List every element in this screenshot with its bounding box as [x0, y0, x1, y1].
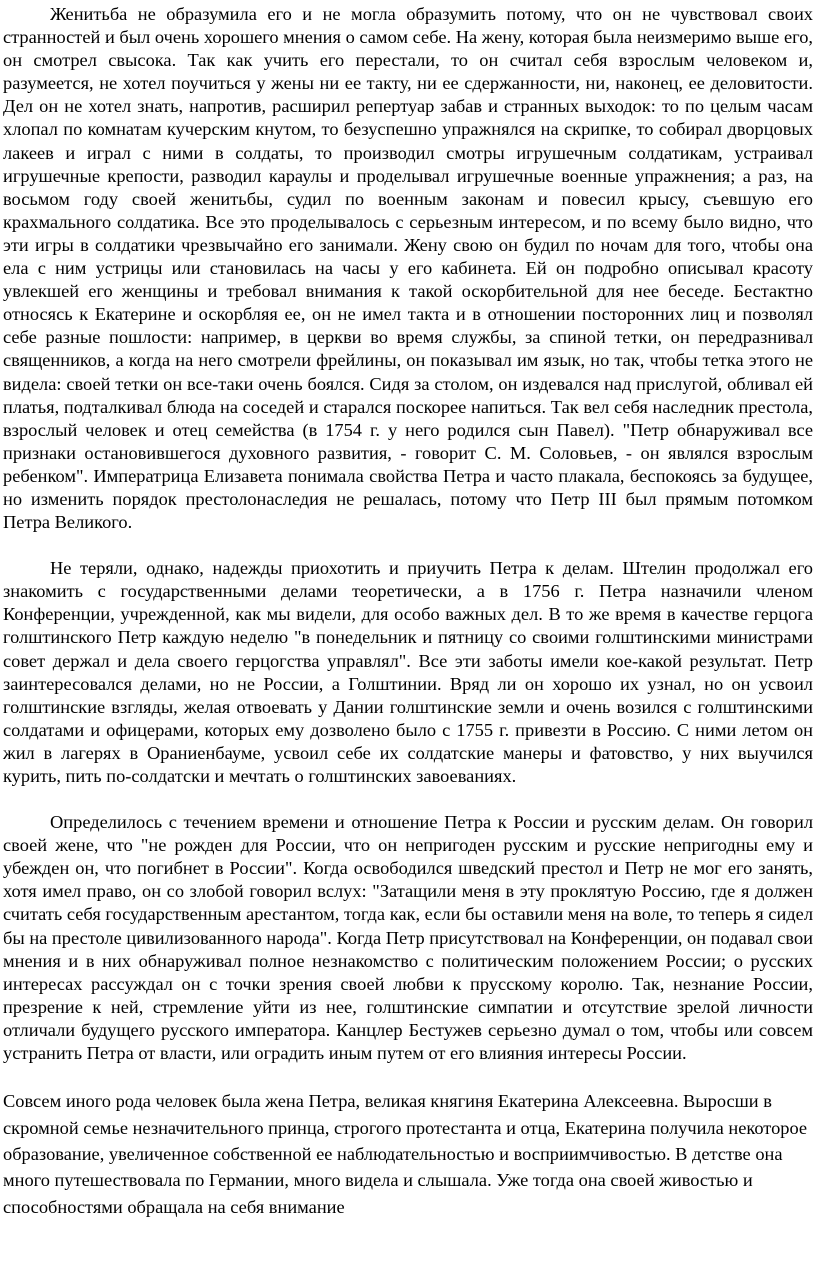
paragraph-4: Совсем иного рода человек была жена Петра, великая княгиня Екатерина Алексеевна. Выросши в скромной семье незначительного принца, строгого протестанта и отца, Екатерина получила некоторое образование, увеличенное собственной ее наблюдательностью и восприимчивостью. В детстве она много путешествовала по Германии, много видела и слышала. Уже тогда она своей живостью и способностями обращала на себя внимание: [3, 1091, 808, 1217]
paragraph-3: Определилось с течением времени и отношение Петра к России и русским делам. Он говорил своей жене, что "не рожден для России, что он непригоден русским и русские непригодны ему и убежден он, что погибнет в России". Когда освободился шведский престол и Петр не мог его занять, хотя имел право, он со злобой говорил вслух: "Затащили меня в эту проклятую Россию, где я должен считать себя государственным арестантом, тогда как, если бы оставили меня на воле, то теперь я сидел бы на престоле цивилизованного народа". Когда Петр присутствовал на Конференции, он подавал свои мнения и в них обнаруживал полное незнакомство с политическим положением России; о русских интересах рассуждал он с точки зрения своей любви к прусскому королю. Так, незнание России, презрение к ней, стремление уйти из нее, голштинские симпатии и отсутствие зрелой личности отличали будущего русского императора. Канцлер Бестужев серьезно думал о том, чтобы или совсем устранить Петра от власти, или оградить иным путем от его влияния интересы России.: [3, 812, 813, 1064]
paragraph-1: Женитьба не образумила его и не могла образумить потому, что он не чувствовал своих странностей и был очень хорошего мнения о самом себе. На жену, которая была неизмеримо выше его, он смотрел свысока. Так как учить его перестали, то он считал себя взрослым человеком и, разумеется, не хотел поучиться у жены ни ее такту, ни ее сдержанности, ни, наконец, ее деловитости. Дел он не хотел знать, напротив, расширил репертуар забав и странных выходок: то по целым часам хлопал по комнатам кучерским кнутом, то безуспешно упражнялся на скрипке, то собирал дворцовых лакеев и играл с ними в солдаты, то производил смотры игрушечным солдатикам, устраивал игрушечные крепости, разводил караулы и проделывал игрушечные военные упражнения; а раз, на восьмом году своей женитьбы, судил по военным законам и повесил крысу, съевшую его крахмального солдатика. Все это проделывалось с серьезным интересом, и по всему было видно, что эти игры в солдатики чрезвычайно его занимали. Жену свою он будил по ночам для того, чтобы она ела с ним устрицы или становилась на часы у его кабинета. Ей он подробно описывал красоту увлекшей его женщины и требовал внимания к такой оскорбительной для нее беседе. Бестактно относясь к Екатерине и оскорбляя ее, он не имел такта и в отношении посторонних лиц и позволял себе разные пошлости: например, в церкви во время службы, за спиной тетки, он передразнивал священников, а когда на него смотрели фрейлины, он показывал им язык, но так, чтобы тетка этого не видела: своей тетки он все-таки очень боялся. Сидя за столом, он издевался над прислугой, обливал ей платья, подталкивал блюда на соседей и старался поскорее напиться. Так вел себя наследник престола, взрослый человек и отец семейства (в 1754 г. у него родился сын Павел). "Петр обнаруживал все признаки остановившегося духовного развития, - говорит С. М. Соловьев, - он являлся взрослым ребенком". Императрица Елизавета понимала свойства Петра и часто плакала, беспокоясь за будущее, но изменить порядок престолонаследия не решалась, потому что Петр III был прямым потомком Петра Великого.: [3, 4, 813, 533]
paragraph-2: Не теряли, однако, надежды приохотить и приучить Петра к делам. Штелин продолжал его знакомить с государственными делами теоретически, а в 1756 г. Петра назначили членом Конференции, учрежденной, как мы видели, для особо важных дел. В то же время в качестве герцога голштинского Петр каждую неделю "в понедельник и пятницу со своими голштинскими министрами совет держал и дела своего герцогства управлял". Все эти заботы имели кое-какой результат. Петр заинтересовался делами, но не России, а Голштинии. Вряд ли он хорошо их узнал, но он усвоил голштинские взгляды, желая отвоевать у Дании голштинские земли и очень возился с голштинскими солдатами и офицерами, которых ему дозволено было с 1755 г. привезти в Россию. С ними летом он жил в лагерях в Ораниенбауме, усвоил себе их солдатские манеры и фатовство, у них выучился курить, пить по-солдатски и мечтать о голштинских завоеваниях.: [3, 558, 813, 786]
paragraph-gap: [3, 788, 813, 811]
paragraph-gap: [3, 534, 813, 557]
paragraph-gap: [3, 1065, 813, 1088]
